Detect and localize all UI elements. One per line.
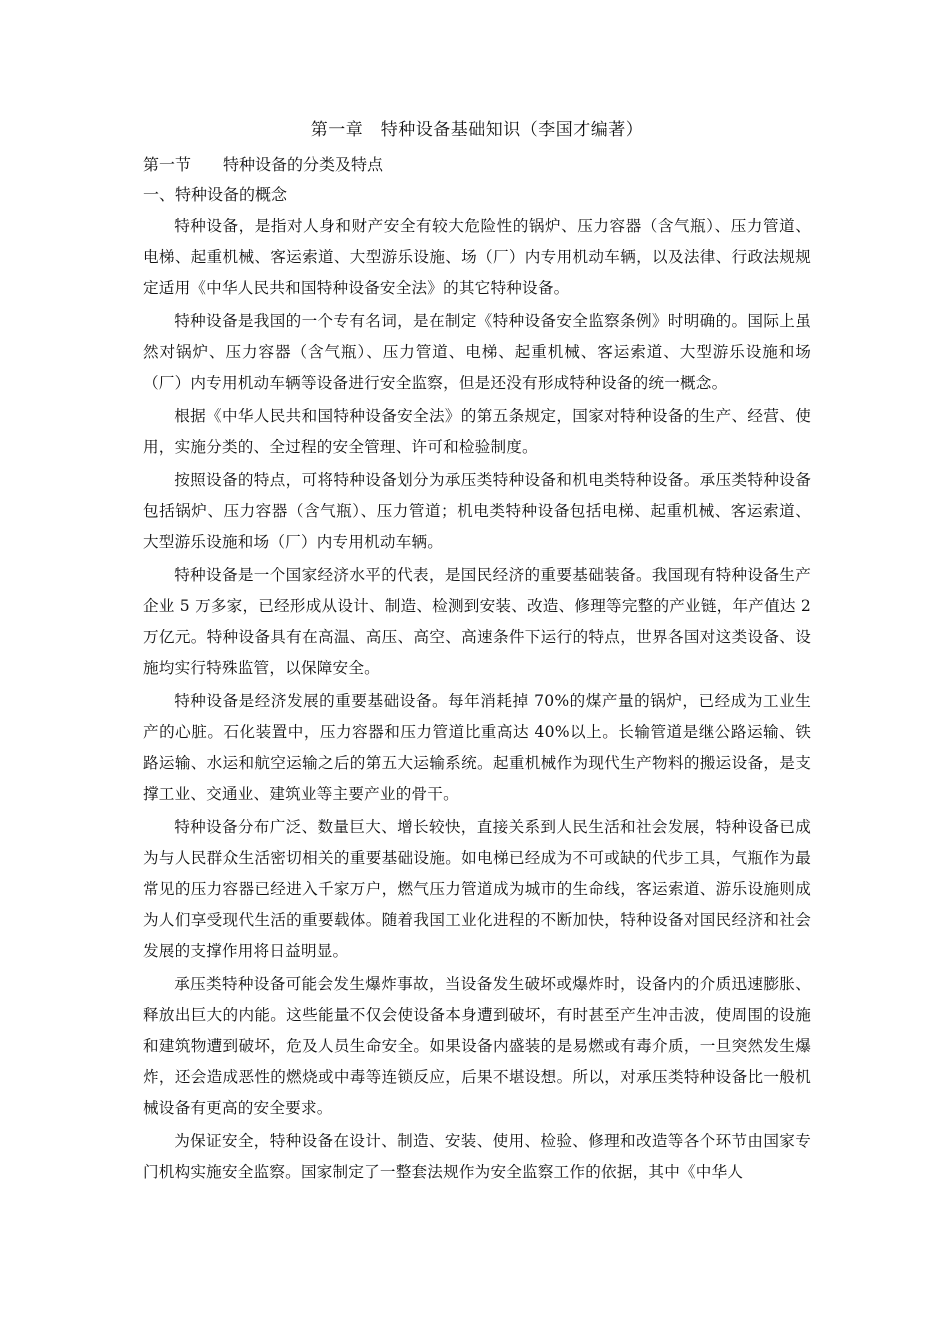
- paragraph: 承压类特种设备可能会发生爆炸事故，当设备发生破坏或爆炸时，设备内的介质迅速膨胀、释放出巨大的内能。这些能量不仅会使设备本身遭到破坏，有时甚至产生冲击波，使周围的设施和建筑物遭到破坏，危及人员生命安全。如果设备内盛装的是易燃或有毒介质，一旦突然发生爆炸，还会造成恶性的燃烧或中毒等连锁反应，后果不堪设想。所以，对承压类特种设备比一般机械设备有更高的安全要求。: [143, 975, 811, 1117]
- paragraph: 按照设备的特点，可将特种设备划分为承压类特种设备和机电类特种设备。承压类特种设备包括锅炉、压力容器（含气瓶）、压力管道；机电类特种设备包括电梯、起重机械、客运索道、大型游乐设施和场（厂）内专用机动车辆。: [143, 471, 811, 551]
- subsection-title: 一、特种设备的概念: [143, 185, 288, 204]
- paragraph: 为保证安全，特种设备在设计、制造、安装、使用、检验、修理和改造等各个环节由国家专门机构实施安全监察。国家制定了一整套法规作为安全监察工作的依据，其中《中华人: [143, 1132, 811, 1181]
- paragraph: 特种设备，是指对人身和财产安全有较大危险性的锅炉、压力容器（含气瓶）、压力管道、电梯、起重机械、客运索道、大型游乐设施、场（厂）内专用机动车辆，以及法律、行政法规规定适用《中华人民共和国特种设备安全法》的其它特种设备。: [143, 217, 811, 297]
- paragraph: 特种设备是经济发展的重要基础设备。每年消耗掉 70%的煤产量的锅炉，已经成为工业生产的心脏。石化装置中，压力容器和压力管道比重高达 40%以上。长输管道是继公路运输、铁路运输、水运和航空运输之后的第五大运输系统。起重机械作为现代生产物料的搬运设备，是支撑工业、交通业、建筑业等主要产业的骨干。: [143, 692, 811, 803]
- paragraph: 特种设备分布广泛、数量巨大、增长较快，直接关系到人民生活和社会发展，特种设备已成为与人民群众生活密切相关的重要基础设施。如电梯已经成为不可或缺的代步工具，气瓶作为最常见的压力容器已经进入千家万户，燃气压力管道成为城市的生命线，客运索道、游乐设施则成为人们享受现代生活的重要载体。随着我国工业化进程的不断加快，特种设备对国民经济和社会发展的支撑作用将日益明显。: [143, 818, 811, 960]
- section-title: 第一节 特种设备的分类及特点: [143, 155, 384, 174]
- document-body: [143, 112, 811, 1188]
- paragraph: 根据《中华人民共和国特种设备安全法》的第五条规定，国家对特种设备的生产、经营、使用，实施分类的、全过程的安全管理、许可和检验制度。: [143, 407, 811, 456]
- paragraph: 特种设备是我国的一个专有名词，是在制定《特种设备安全监察条例》时明确的。国际上虽然对锅炉、压力容器（含气瓶）、压力管道、电梯、起重机械、客运索道、大型游乐设施和场（厂）内专用机动车辆等设备进行安全监察，但是还没有形成特种设备的统一概念。: [143, 312, 811, 392]
- chapter-title: 第一章 特种设备基础知识（李国才编著）: [310, 120, 644, 140]
- paragraph: 特种设备是一个国家经济水平的代表，是国民经济的重要基础装备。我国现有特种设备生产企业 5 万多家，已经形成从设计、制造、检测到安装、改造、修理等完整的产业链，年产值达 2 万亿元。特种设备具有在高温、高压、高空、高速条件下运行的特点，世界各国对这类设备、设施均实行特殊监管，以保障安全。: [143, 566, 811, 677]
